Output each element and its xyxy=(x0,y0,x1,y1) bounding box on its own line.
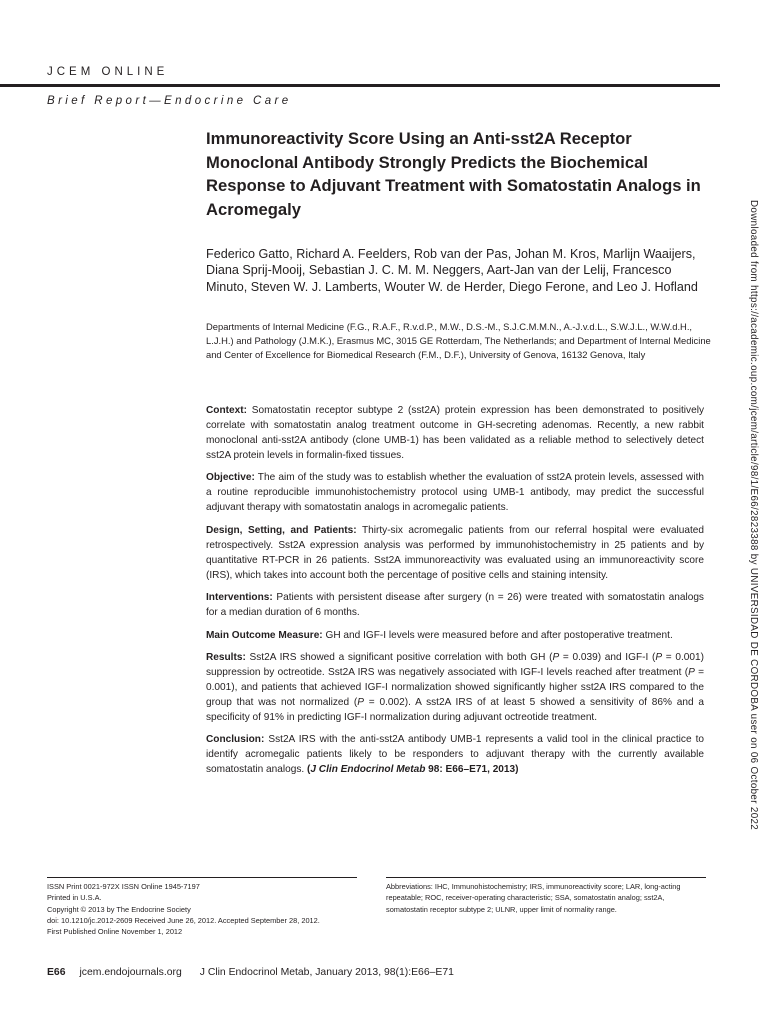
section-label: Brief Report—Endocrine Care xyxy=(47,95,292,107)
footer-citation: J Clin Endocrinol Metab, January 2013, 98(1):E66–E71 xyxy=(199,967,454,978)
doi-line: doi: 10.1210/jc.2012-2609 Received June 26, 2012. Accepted September 28, 2012. xyxy=(47,915,320,925)
context-text: Somatostatin receptor subtype 2 (sst2A) protein expression has been demonstrated to positively correlate with somatostatin analog treatment outcome in GH-secreting adenomas. Recently, a new rabbit monoclonal anti-sst2A antibody (clone UMB-1) has been validated as a reliable method to selectively detect sst2A protein levels in formalin-fixed tissues. xyxy=(206,405,704,461)
affiliations: Departments of Internal Medicine (F.G., R.A.F., R.v.d.P., M.W., D.S.-M., S.J.C.M.M.N., A.-J.v.d.L., S.W.J.L., W.W.d.H., L.J.H.) and Pathology (J.M.K.), Erasmus MC, 3015 GE Rotterdam, The Netherlands; and Department of Internal Medicine and Center of Excellence for Biomedical Research (F.M., D.F.), University of Genova, 16132 Genova, Italy xyxy=(206,321,711,360)
results-text: Sst2A IRS showed a significant positive correlation with both GH ( xyxy=(249,651,553,663)
abstract-objective xyxy=(206,470,704,515)
objective-text: The aim of the study was to establish whether the evaluation of sst2A protein levels, assessed with a routine reproducible immunohistochemistry protocol using UMB-1 antibody, may predict the successful adjuvant therapy with somatostatin analogs in acromegalic patients. xyxy=(206,472,704,514)
abbreviations: Abbreviations: IHC, Immunohistochemistry; IRS, immunoreactivity score; LAR, long-acting repeatable; ROC, receiver-operating characteristic; SSA, somatostatin analog; sst2A, somatostatin receptor subtype 2; ULNR, upper limit of normality range. xyxy=(386,882,681,914)
results-text: = 0.001), and patients that achieved IGF-I normalization showed significantly higher sst2A IRS compared to the group that was not normalized ( xyxy=(206,666,704,708)
author-list: Federico Gatto, Richard A. Feelders, Rob van der Pas, Johan M. Kros, Marlijn Waaijers, Diana Sprij-Mooij, Sebastian J. C. M. M. Neggers, Aart-Jan van der Lelij, Francesco Minuto, Steven W. J. Lamberts, Wouter W. de Herder, Diego Ferone, and Leo J. Hofland xyxy=(206,247,698,294)
page-footer xyxy=(47,967,454,978)
abstract-interventions xyxy=(206,590,704,620)
outcome-text: GH and IGF-I levels were measured before and after postoperative treatment. xyxy=(325,629,673,641)
conclusion-label: Conclusion: xyxy=(206,734,265,746)
design-text: Thirty-six acromegalic patients from our referral hospital were evaluated retrospectively. Sst2A expression analysis was performed by immunohistochemistry in 25 patients and by quantitative RT-PCR in 26 patients. Sst2A immunoreactivity was evaluated using an immunoreactivity score (IRS), which takes into account both the percentage of positive cells and staining intensity. xyxy=(206,524,705,581)
copyright-line: Copyright © 2013 by The Endocrine Society xyxy=(47,904,191,914)
context-label: Context: xyxy=(206,405,247,416)
download-sidebar xyxy=(745,200,759,860)
p-symbol: P xyxy=(655,651,663,663)
issn-line: ISSN Print 0021-972X ISSN Online 1945-7197 xyxy=(47,882,200,891)
citation-volume: 98: E66–E71, 2013) xyxy=(425,764,519,776)
printed-line: Printed in U.S.A. xyxy=(47,893,102,903)
page-number: E66 xyxy=(47,967,66,978)
p-symbol: P xyxy=(552,651,560,663)
footnote-rule-left xyxy=(47,877,357,878)
conclusion-text: Sst2A IRS with the anti-sst2A antibody UMB-1 represents a valid tool in the clinical practice to identify acromegalic patients likely to be responders to adjuvant therapy with the currently available somatostatin analogs. xyxy=(206,734,704,776)
p-symbol: P xyxy=(357,696,365,708)
journal-url: jcem.endojournals.org xyxy=(79,967,182,978)
outcome-label: Main Outcome Measure: xyxy=(206,629,323,641)
download-notice: Downloaded from https://academic.oup.com/jcem/article/98/1/E66/2823388 by UNIVERSIDAD DE CORDOBA user on 06 October 2022 xyxy=(748,200,759,831)
header-rule xyxy=(0,84,720,87)
results-text: = 0.002). A sst2A IRS of at least 5 showed a sensitivity of 86% and a specificity of 91% in predicting IGF-I normalization during adjuvant octreotide treatment. xyxy=(206,696,704,723)
journal-name: JCEM ONLINE xyxy=(47,66,169,78)
article-title: Immunoreactivity Score Using an Anti-sst2A Receptor Monoclonal Antibody Strongly Predicts the Biochemical Response to Adjuvant Treatment with Somatostatin Analogs in Acromegaly xyxy=(206,129,701,219)
abstract-context xyxy=(206,403,704,463)
published-line: First Published Online November 1, 2012 xyxy=(47,927,183,937)
abstract-design xyxy=(206,523,704,583)
results-text: = 0.001) suppression by octreotide. Sst2A IRS was negatively associated with IGF-I levels reached after treatment ( xyxy=(206,651,705,678)
citation-journal: J Clin Endocrinol Metab xyxy=(310,764,426,776)
interventions-text: Patients with persistent disease after surgery (n = 26) were treated with somatostatin analogs for a median duration of 6 months. xyxy=(206,592,704,619)
abstract-results xyxy=(206,650,704,725)
abstract xyxy=(206,403,704,785)
citation-inline xyxy=(307,764,519,775)
abstract-outcome xyxy=(206,628,704,643)
citation-open: ( xyxy=(307,764,311,776)
footnote-rule-right xyxy=(386,877,706,878)
interventions-label: Interventions: xyxy=(206,592,273,604)
abstract-conclusion xyxy=(206,732,704,777)
publication-info xyxy=(47,881,347,937)
results-text: = 0.039) and IGF-I ( xyxy=(559,651,656,663)
p-symbol: P xyxy=(688,666,695,678)
results-label: Results: xyxy=(206,651,246,663)
design-label: Design, Setting, and Patients: xyxy=(206,524,357,536)
objective-label: Objective: xyxy=(206,472,255,484)
